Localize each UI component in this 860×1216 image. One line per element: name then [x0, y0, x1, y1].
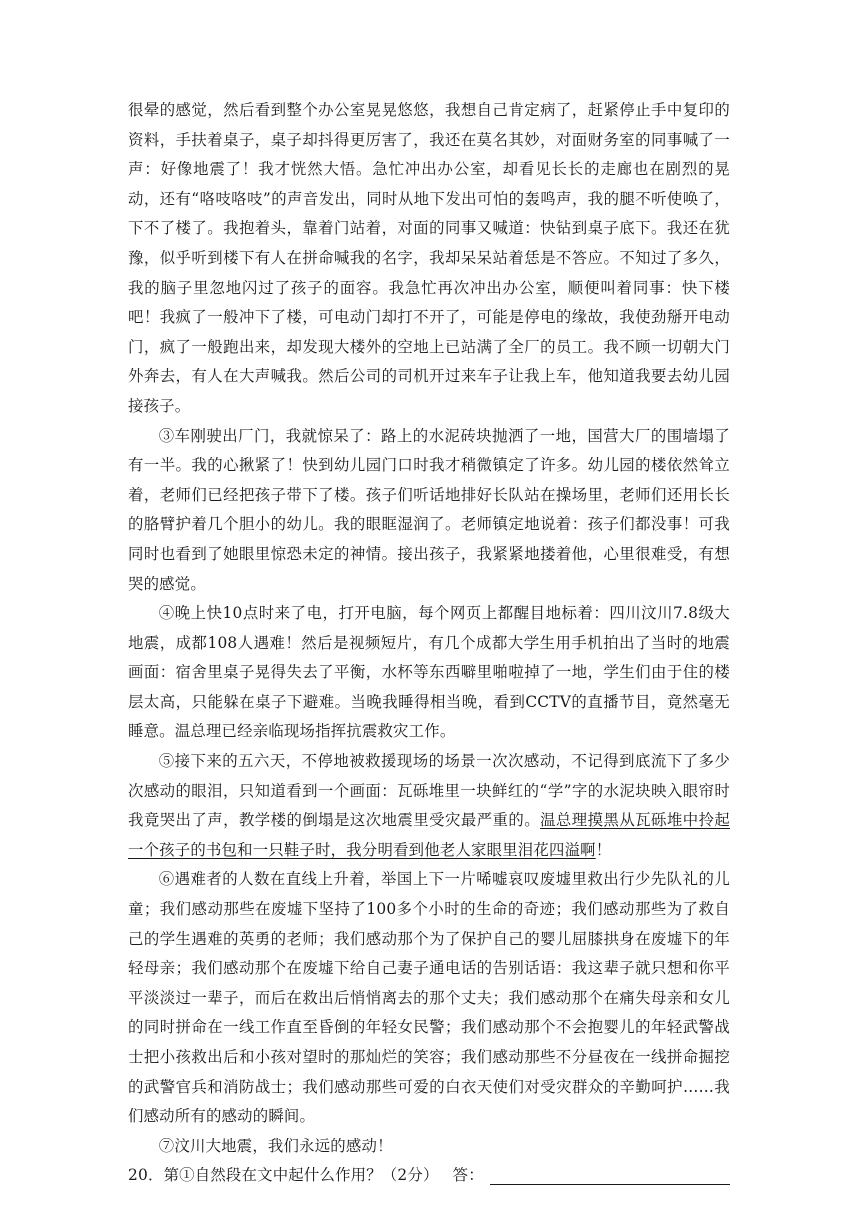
- underlined-sentence: 温总理摸黑从瓦砾堆中拎起一个孩子的书包和一只鞋子时，我分明看到他老人家眼里泪花四溢啊: [128, 811, 731, 859]
- paragraph-6: ⑥遇难者的人数在直线上升着，举国上下一片唏嘘哀叹废墟里救出行少先队礼的儿童；我们感动那些在废墟下坚持了100多个小时的生命的奇迹；我们感动那些为了救自己的学生遇难的英勇的老师；我们感动那个为了保护自己的婴儿屈膝拱身在废墟下的年轻母亲；我们感动那个在废墟下给自己妻子通电话的告别话语：我这辈子就只想和你平平淡淡过一辈子，而后在救出后悄悄离去的那个丈夫；我们感动那个在痛失母亲和女儿的同时拼命在一线工作直至昏倒的年轻女民警；我们感动那个不会抱婴儿的年轻武警战士把小孩救出后和小孩对望时的那灿烂的笑容；我们感动那些不分昼夜在一线拼命掘挖的武警官兵和消防战士；我们感动那些可爱的白衣天使们对受灾群众的辛勤呵护……我们感动所有的感动的瞬间。: [128, 870, 730, 1126]
- paragraph-3: ③车刚驶出厂门，我就惊呆了：路上的水泥砖块抛洒了一地，国营大厂的围墙塌了有一半。我的心揪紧了！快到幼儿园门口时我才稍微镇定了许多。幼儿园的楼依然耸立着，老师们已经把孩子带下了楼。孩子们听话地排好长队站在操场里，老师们还用长长的胳臂护着几个胆小的幼儿。我的眼眶湿润了。老师镇定地说着：孩子们都没事！可我同时也看到了她眼里惊恐未定的神情。接出孩子，我紧紧地搂着他，心里很难受，有想哭的感觉。: [128, 426, 730, 593]
- paragraph-continuation: 很晕的感觉，然后看到整个办公室晃晃悠悠，我想自己肯定病了，赶紧停止手中复印的资料，手扶着桌子，桌子却抖得更厉害了，我还在莫名其妙，对面财务室的同事喊了一声：好像地震了！我才恍然大悟。急忙冲出办公室，却看见长长的走廊也在剧烈的晃动，还有“咯吱咯吱”的声音发出，同时从地下发出可怕的轰鸣声，我的腿不听使唤了，下不了楼了。我抱着头，靠着门站着，对面的同事又喊道：快钻到桌子底下。我还在犹豫，似乎听到楼下有人在拼命喊我的名字，我却呆呆站着恁是不答应。不知过了多久，我的脑子里忽地闪过了孩子的面容。我急忙再次冲出办公室，顺便叫着同事：快下楼吧！我疯了一般冲下了楼，可电动门却打不开了，可能是停电的缘故，我使劲掰开电动门，疯了一般跑出来，却发现大楼外的空地上已站满了全厂的员工。我不顾一切朝大门外奔去，有人在大声喊我。然后公司的司机开过来车子让我上车，他知道我要去幼儿园接孩子。: [128, 101, 730, 415]
- paragraph-5-text: ⑤接下来的五六天，不停地被救援现场的场景一次次感动，不记得到底流下了多少次感动的眼泪，只知道看到一个画面：瓦砾堆里一块鲜红的“学”字的水泥块映入眼帘时我竟哭出了声，教学楼的倒塌是这次地震里受灾最严重的。: [128, 752, 730, 830]
- paragraph-7: ⑦汶川大地震，我们永远的感动！: [158, 1136, 393, 1155]
- answer-blank-line[interactable]: [490, 1164, 730, 1185]
- paragraph-5: [128, 747, 730, 865]
- paragraph-4: ④晚上快10点时来了电，打开电脑，每个网页上都醒目地标着：四川汶川7.8级大地震，成都108人遇难！然后是视频短片，有几个成都大学生用手机拍出了当时的地震画面：宿舍里桌子晃得失去了平衡，水杯等东西噼里啪啦掉了一地，学生们由于住的楼层太高，只能躲在桌子下避难。当晚我睡得相当晚，看到CCTV的直播节目，竟然毫无睡意。温总理已经亲临现场指挥抗震救灾工作。: [128, 604, 730, 741]
- question-20: [128, 1161, 730, 1191]
- answer-label: 答：: [452, 1166, 484, 1185]
- question-text: 20．第①自然段在文中起什么作用？（2分）: [128, 1166, 439, 1185]
- document-page: [128, 96, 730, 1191]
- paragraph-5-ending: ！: [595, 840, 612, 859]
